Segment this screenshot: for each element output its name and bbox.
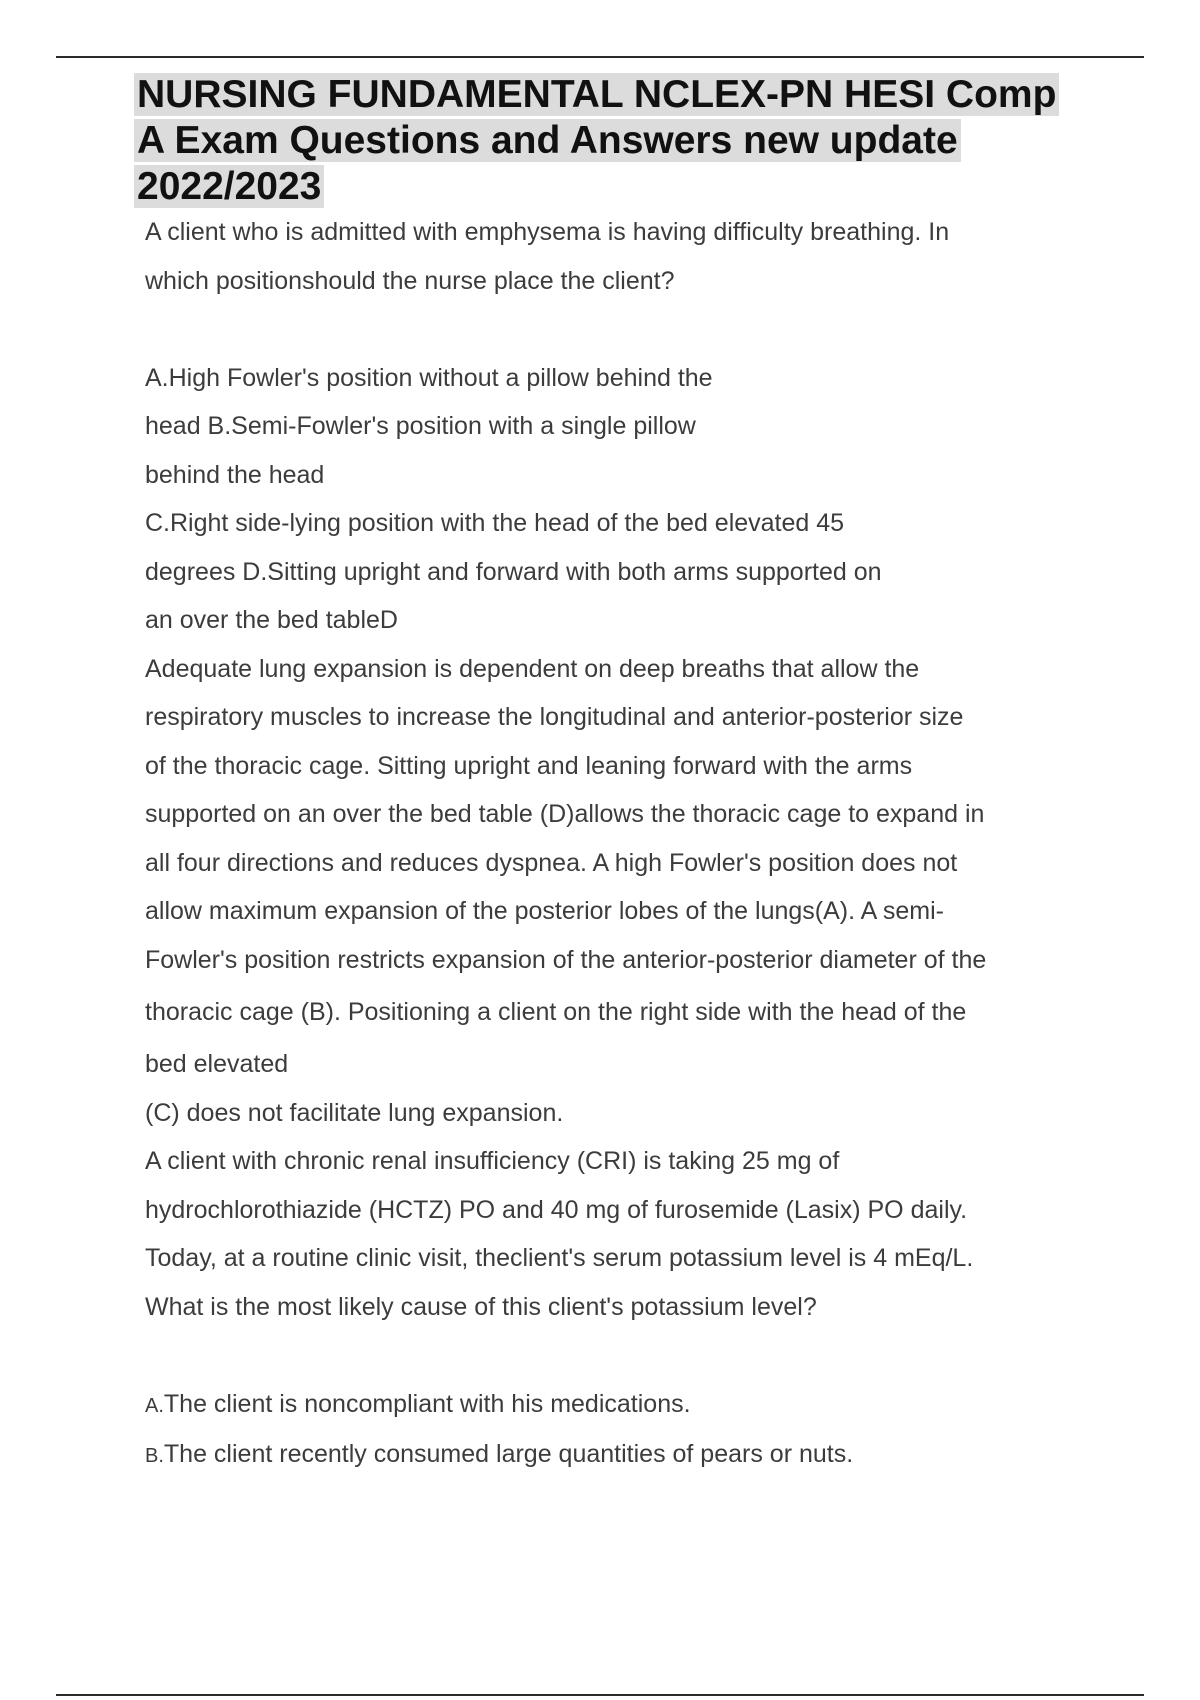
q1-option-line: behind the head <box>145 460 325 489</box>
top-rule <box>56 56 1144 58</box>
document-body <box>145 208 1125 1481</box>
spacer <box>145 1331 1125 1380</box>
q1-rationale-line: Adequate lung expansion is dependent on deep breaths that allow the <box>145 654 920 683</box>
q1-option-line: an over the bed tableD <box>145 606 398 634</box>
q2-stem-line: hydrochlorothiazide (HCTZ) PO and 40 mg of furosemide (Lasix) PO daily. <box>145 1195 968 1224</box>
q1-rationale-line: bed elevated <box>145 1050 289 1078</box>
q1-rationale-line: of the thoracic cage. Sitting upright and leaning forward with the arms <box>145 751 913 780</box>
document-title <box>134 72 1124 210</box>
spacer <box>145 305 1125 354</box>
title-line-3: 2022/2023 <box>134 165 324 208</box>
q1-option-line: A.High Fowler's position without a pillow behind the <box>145 363 713 392</box>
title-line-1: NURSING FUNDAMENTAL NCLEX-PN HESI Comp <box>134 73 1059 116</box>
q1-rationale-line: respiratory muscles to increase the longitudinal and anterior-posterior size <box>145 703 964 731</box>
q1-rationale-line: thoracic cage (B). Positioning a client on the right side with the head of the <box>145 998 967 1026</box>
title-line-2: A Exam Questions and Answers new update <box>134 119 961 162</box>
q1-option-line: head B.Semi-Fowler's position with a single pillow <box>145 412 696 440</box>
q1-stem-line: A client who is admitted with emphysema is having difficulty breathing. In <box>145 218 950 246</box>
q1-stem-line: which positionshould the nurse place the client? <box>145 266 675 295</box>
q2-stem-line: A client with chronic renal insufficiency (CRI) is taking 25 mg of <box>145 1147 840 1175</box>
q2-stem-line: Today, at a routine clinic visit, theclient's serum potassium level is 4 mEq/L. <box>145 1244 974 1272</box>
q2-stem-line: What is the most likely cause of this client's potassium level? <box>145 1292 817 1321</box>
q2-option-a <box>145 1380 1125 1431</box>
option-text: The client is noncompliant with his medications. <box>163 1389 691 1418</box>
q1-option-line: C.Right side-lying position with the head of the bed elevated 45 <box>145 509 845 537</box>
option-letter: A. <box>145 1394 164 1417</box>
q1-rationale-line: (C) does not facilitate lung expansion. <box>145 1098 564 1127</box>
bottom-rule <box>56 1694 1144 1696</box>
q1-rationale-line: all four directions and reduces dyspnea. A high Fowler's position does not <box>145 848 958 877</box>
q1-option-line: degrees D.Sitting upright and forward with both arms supported on <box>145 557 882 586</box>
q1-rationale-line: Fowler's position restricts expansion of the anterior-posterior diameter of the <box>145 945 987 974</box>
option-text: The client recently consumed large quantities of pears or nuts. <box>163 1440 854 1468</box>
option-letter: B. <box>145 1445 164 1467</box>
q1-rationale-line: supported on an over the bed table (D)allows the thoracic cage to expand in <box>145 800 985 828</box>
q1-rationale-line: allow maximum expansion of the posterior lobes of the lungs(A). A semi- <box>145 897 944 925</box>
q2-option-b <box>145 1430 1125 1481</box>
